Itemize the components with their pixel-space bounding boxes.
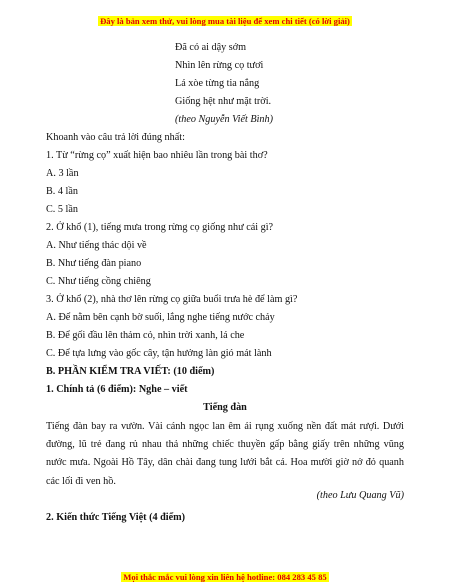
poem-author: (theo Nguyễn Viết Bình) — [175, 114, 273, 125]
poem-line: Giống hệt như mặt trời. — [175, 96, 272, 107]
header-notice-text: Đây là bản xem thử, vui lòng mua tài liệu để xem chi tiết (có lời giải) — [100, 16, 350, 26]
part-1-heading: 1. Chính tả (6 điểm): Nghe – viết — [46, 384, 188, 395]
part-2-heading: 2. Kiến thức Tiếng Việt (4 điểm) — [46, 512, 186, 523]
question-1-option-b: B. 4 lần — [46, 186, 78, 197]
question-2-option-b: B. Như tiếng đàn piano — [46, 258, 142, 269]
question-1-option-c: C. 5 lần — [46, 204, 78, 215]
question-3-option-b: B. Để gối đầu lên thảm cỏ, nhìn trời xanh, lá che — [46, 330, 245, 341]
footer-notice — [0, 572, 450, 583]
question-1: 1. Từ “rừng cọ” xuất hiện bao nhiêu lần trong bài thơ? — [46, 150, 268, 161]
header-notice — [0, 16, 450, 27]
footer-notice-text: Mọi thắc mắc vui lòng xin liên hệ hotline: 084 283 45 85 — [123, 572, 327, 582]
question-2-option-a: A. Như tiếng thác dội về — [46, 240, 147, 251]
section-b-heading: B. PHẦN KIỂM TRA VIẾT: (10 điểm) — [46, 366, 215, 377]
dictation-author: (theo Lưu Quang Vũ) — [316, 490, 404, 501]
poem-line: Lá xòe từng tia nắng — [175, 78, 260, 89]
instruction: Khoanh vào câu trả lời đúng nhất: — [46, 132, 185, 143]
poem-line: Đã có ai dậy sớm — [175, 42, 247, 53]
question-1-option-a: A. 3 lần — [46, 168, 79, 179]
question-2: 2. Ở khổ (1), tiếng mưa trong rừng cọ giống như cái gì? — [46, 222, 274, 233]
question-2-option-c: C. Như tiếng cồng chiêng — [46, 276, 151, 287]
question-3-option-a: A. Để nằm bên cạnh bờ suối, lắng nghe tiếng nước chảy — [46, 312, 275, 323]
dictation-text: Tiếng đàn bay ra vườn. Vài cánh ngọc lan êm ái rụng xuống nền đất mát rượi. Dưới đường, lũ trẻ đang rủ nhau thả những chiếc thuyền gấp bằng giấy trên những vũng nước mưa. Ngoài Hồ Tây, dân chài đang tung lưới bắt cá. Hoa mười giờ nở đỏ quanh các lối đi ven hồ. — [46, 421, 404, 487]
poem-line: Nhìn lên rừng cọ tươi — [175, 60, 264, 71]
question-3-option-c: C. Để tựa lưng vào gốc cây, tận hưởng làn gió mát lành — [46, 348, 272, 359]
question-3: 3. Ở khổ (2), nhà thơ lên rừng cọ giữa buổi trưa hè để làm gì? — [46, 294, 298, 305]
dictation-title: Tiếng đàn — [203, 402, 247, 413]
